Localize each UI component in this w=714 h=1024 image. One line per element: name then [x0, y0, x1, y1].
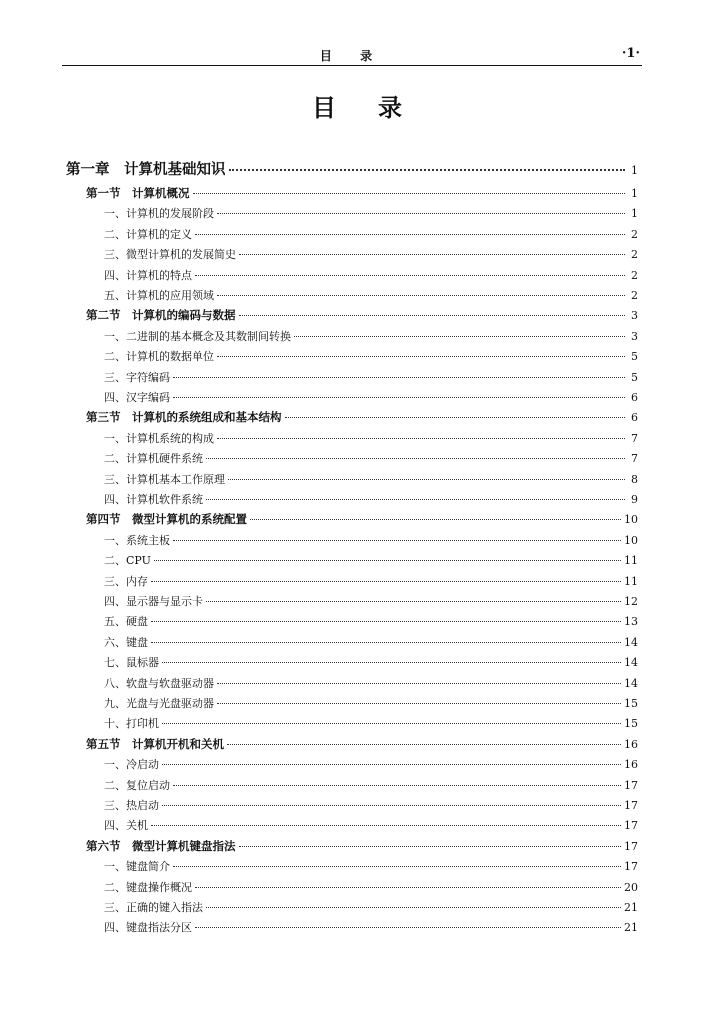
toc-entry-page: 14	[624, 656, 638, 669]
toc-item-entry[interactable]	[104, 634, 638, 654]
dot-leader	[195, 275, 625, 276]
dot-leader	[217, 683, 621, 684]
toc-entry-label: 第四节 微型计算机的系统配置	[86, 512, 247, 526]
toc-item-entry[interactable]	[104, 797, 638, 817]
toc-entry-label: 第五节 计算机开机和关机	[86, 737, 224, 751]
toc-section-entry[interactable]	[86, 409, 638, 429]
toc-item-entry[interactable]	[104, 675, 638, 695]
toc-entry-page: 17	[624, 840, 638, 853]
toc-entry-page: 10	[624, 534, 638, 547]
toc-entry-label: 四、键盘指法分区	[104, 921, 192, 934]
toc-entry-label: 四、计算机的特点	[104, 269, 192, 282]
toc-entry-label: 八、软盘与软盘驱动器	[104, 677, 214, 690]
toc-entry-label: 四、关机	[104, 819, 148, 832]
toc-entry-label: 五、硬盘	[104, 615, 148, 628]
dot-leader	[294, 336, 625, 337]
dot-leader	[217, 213, 625, 214]
toc-section-entry[interactable]	[86, 838, 638, 858]
toc-item-entry[interactable]	[104, 430, 638, 450]
toc-entry-page: 14	[624, 677, 638, 690]
toc-entry-label: 三、计算机基本工作原理	[104, 473, 225, 486]
dot-leader	[206, 458, 625, 459]
toc-entry-label: 第六节 微型计算机键盘指法	[86, 839, 236, 853]
toc-entry-label: 二、计算机的数据单位	[104, 350, 214, 363]
toc-item-entry[interactable]	[104, 899, 638, 919]
dot-leader	[206, 907, 621, 908]
toc-entry-label: 六、键盘	[104, 636, 148, 649]
toc-entry-page: 7	[631, 452, 638, 465]
toc-entry-label: 四、显示器与显示卡	[104, 595, 203, 608]
toc-item-entry[interactable]	[104, 552, 638, 572]
page-number: ·1·	[621, 46, 640, 61]
toc-item-entry[interactable]	[104, 654, 638, 674]
toc-entry-page: 21	[624, 901, 638, 914]
toc-item-entry[interactable]	[104, 817, 638, 837]
toc-item-entry[interactable]	[104, 919, 638, 939]
toc-item-entry[interactable]	[104, 858, 638, 878]
dot-leader	[195, 927, 621, 928]
toc-entry-page: 11	[624, 554, 638, 567]
toc-item-entry[interactable]	[104, 369, 638, 389]
toc-entry-page: 1	[631, 207, 638, 220]
toc-entry-page: 15	[624, 697, 638, 710]
toc-entry-page: 17	[624, 799, 638, 812]
toc-title: 目录	[312, 94, 444, 122]
header-rule	[62, 65, 642, 66]
dot-leader	[195, 887, 621, 888]
dot-leader	[162, 723, 621, 724]
toc-item-entry[interactable]	[104, 450, 638, 470]
toc-item-entry[interactable]	[104, 471, 638, 491]
toc-entry-page: 17	[624, 819, 638, 832]
toc-item-entry[interactable]	[104, 573, 638, 593]
dot-leader	[227, 744, 621, 745]
toc-entry-label: 四、汉字编码	[104, 391, 170, 404]
toc-item-entry[interactable]	[104, 756, 638, 776]
dot-leader	[154, 560, 621, 561]
dot-leader	[239, 254, 625, 255]
toc-entry-page: 2	[631, 248, 638, 261]
toc-entry-page: 16	[624, 758, 638, 771]
toc-entry-label: 二、计算机硬件系统	[104, 452, 203, 465]
dot-leader	[217, 438, 625, 439]
toc-section-entry[interactable]	[86, 307, 638, 327]
dot-leader	[217, 356, 625, 357]
toc-item-entry[interactable]	[104, 777, 638, 797]
toc-entry-page: 1	[631, 187, 638, 200]
toc-entry-label: 一、冷启动	[104, 758, 159, 771]
dot-leader	[162, 805, 621, 806]
dot-leader	[239, 315, 626, 316]
toc-item-entry[interactable]	[104, 613, 638, 633]
dot-leader	[151, 825, 621, 826]
toc-entry-label: 二、计算机的定义	[104, 228, 192, 241]
toc-item-entry[interactable]	[104, 348, 638, 368]
toc-item-entry[interactable]	[104, 695, 638, 715]
dot-leader	[173, 785, 621, 786]
toc-entry-page: 14	[624, 636, 638, 649]
toc-entry-page: 13	[624, 615, 638, 628]
dot-leader	[173, 866, 621, 867]
dot-leader	[193, 193, 626, 194]
toc-entry-label: 二、CPU	[104, 554, 151, 567]
toc-entry-label: 第一章 计算机基础知识	[66, 161, 226, 178]
dot-leader	[229, 169, 626, 171]
toc-entry-page: 1	[631, 164, 638, 177]
toc-entry-label: 第三节 计算机的系统组成和基本结构	[86, 410, 282, 424]
toc-chapter-entry[interactable]	[66, 158, 638, 178]
dot-leader	[151, 642, 621, 643]
toc-item-entry[interactable]	[104, 328, 638, 348]
toc-entry-page: 17	[624, 779, 638, 792]
toc-entry-page: 2	[631, 228, 638, 241]
toc-entry-page: 6	[631, 391, 638, 404]
toc-entry-label: 七、鼠标器	[104, 656, 159, 669]
toc-entry-label: 第二节 计算机的编码与数据	[86, 308, 236, 322]
dot-leader	[239, 846, 622, 847]
toc-entry-label: 四、计算机软件系统	[104, 493, 203, 506]
dot-leader	[151, 581, 621, 582]
toc-item-entry[interactable]	[104, 715, 638, 735]
toc-entry-page: 15	[624, 717, 638, 730]
toc-entry-label: 三、热启动	[104, 799, 159, 812]
toc-entry-label: 五、计算机的应用领域	[104, 289, 214, 302]
toc-entry-page: 17	[624, 860, 638, 873]
toc-entry-label: 一、系统主板	[104, 534, 170, 547]
toc-entry-label: 一、计算机的发展阶段	[104, 207, 214, 220]
dot-leader	[206, 601, 621, 602]
toc-entry-label: 一、键盘简介	[104, 860, 170, 873]
toc-item-entry[interactable]	[104, 287, 638, 307]
toc-entry-label: 三、正确的键入指法	[104, 901, 203, 914]
toc-section-entry[interactable]	[86, 736, 638, 756]
toc-entry-label: 二、键盘操作概况	[104, 881, 192, 894]
toc-entry-page: 2	[631, 289, 638, 302]
toc-entry-page: 21	[624, 921, 638, 934]
toc-item-entry[interactable]	[104, 593, 638, 613]
toc-entry-page: 8	[631, 473, 638, 486]
toc-item-entry[interactable]	[104, 491, 638, 511]
toc-item-entry[interactable]	[104, 532, 638, 552]
toc-entry-label: 一、二进制的基本概念及其数制间转换	[104, 330, 291, 343]
running-header-title: 目 录	[319, 49, 385, 63]
dot-leader	[173, 397, 625, 398]
page-header	[62, 44, 642, 66]
dot-leader	[162, 764, 621, 765]
toc-entry-label: 三、内存	[104, 575, 148, 588]
toc-entry-page: 10	[624, 513, 638, 526]
toc-section-entry[interactable]	[86, 185, 638, 205]
toc-entry-page: 11	[624, 575, 638, 588]
dot-leader	[173, 540, 621, 541]
toc-entry-label: 十、打印机	[104, 717, 159, 730]
dot-leader	[250, 519, 621, 520]
toc-entry-label: 九、光盘与光盘驱动器	[104, 697, 214, 710]
toc-item-entry[interactable]	[104, 389, 638, 409]
toc-item-entry[interactable]	[104, 205, 638, 225]
toc-entry-page: 3	[631, 330, 638, 343]
dot-leader	[151, 621, 621, 622]
toc-entry-label: 一、计算机系统的构成	[104, 432, 214, 445]
toc-entry-page: 12	[624, 595, 638, 608]
toc-item-entry[interactable]	[104, 267, 638, 287]
dot-leader	[206, 499, 625, 500]
toc-item-entry[interactable]	[104, 226, 638, 246]
dot-leader	[162, 662, 621, 663]
toc-entry-page: 5	[631, 350, 638, 363]
dot-leader	[173, 377, 625, 378]
toc-entry-page: 5	[631, 371, 638, 384]
toc-entry-page: 3	[631, 309, 638, 322]
dot-leader	[228, 479, 625, 480]
toc-entry-page: 2	[631, 269, 638, 282]
toc-entry-label: 三、微型计算机的发展简史	[104, 248, 236, 261]
toc-entry-page: 6	[631, 411, 638, 424]
toc-entry-label: 二、复位启动	[104, 779, 170, 792]
dot-leader	[195, 234, 625, 235]
dot-leader	[217, 703, 621, 704]
toc-section-entry[interactable]	[86, 511, 638, 531]
toc-entry-page: 9	[631, 493, 638, 506]
toc-entry-label: 三、字符编码	[104, 371, 170, 384]
toc-item-entry[interactable]	[104, 246, 638, 266]
toc-entry-page: 20	[624, 881, 638, 894]
toc-entry-page: 16	[624, 738, 638, 751]
toc-entry-label: 第一节 计算机概况	[86, 186, 190, 200]
toc-entry-page: 7	[631, 432, 638, 445]
toc-item-entry[interactable]	[104, 879, 638, 899]
dot-leader	[285, 417, 626, 418]
dot-leader	[217, 295, 625, 296]
